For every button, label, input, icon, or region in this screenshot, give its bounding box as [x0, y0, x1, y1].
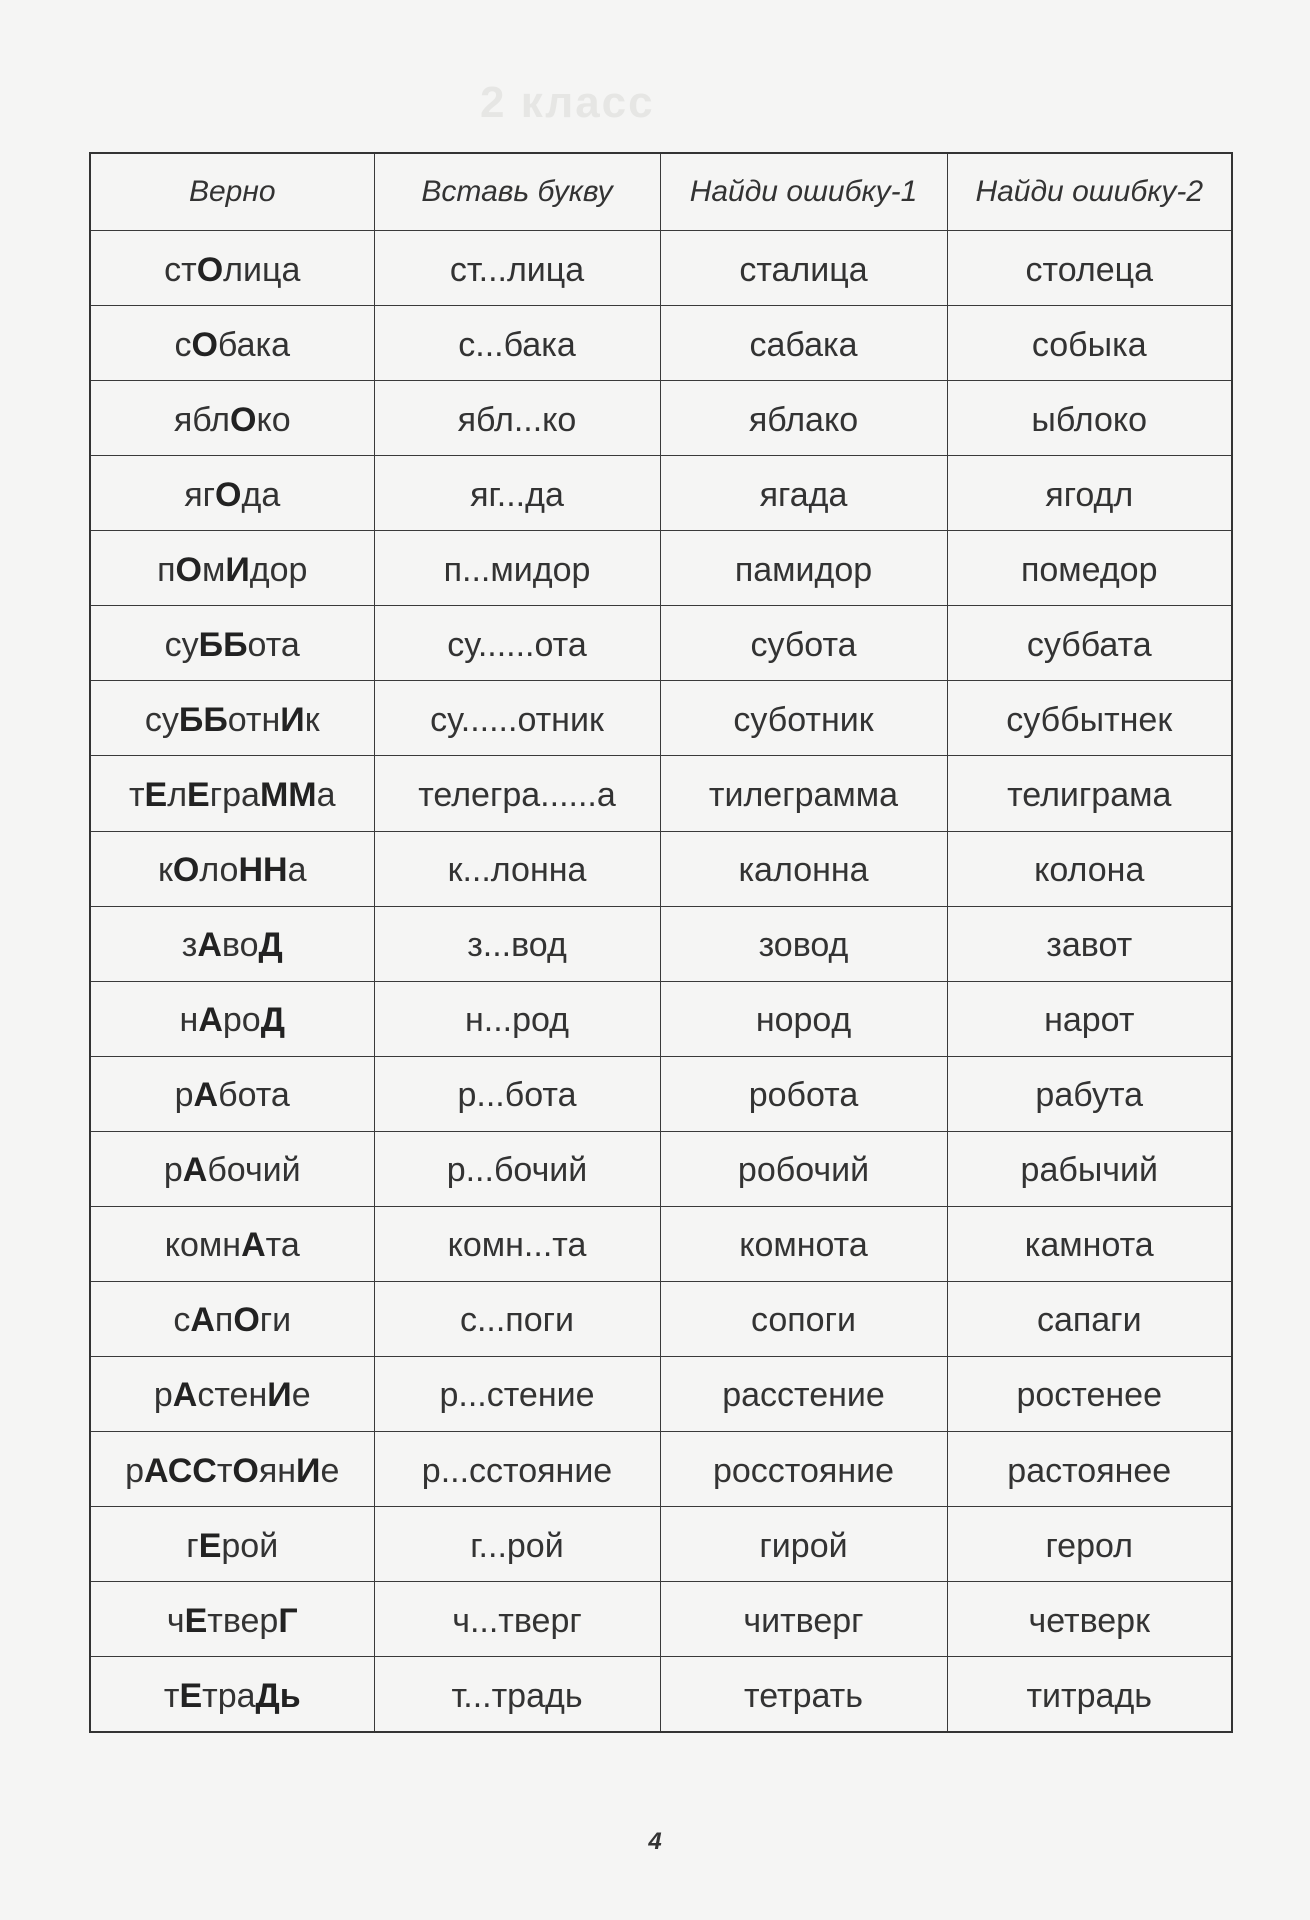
word-fragment: дор [249, 550, 308, 589]
word-fragment: та [265, 1226, 300, 1265]
table-row [90, 1206, 1232, 1281]
cell-find-error-2: титрадь [947, 1657, 1232, 1732]
word-fragment: с [174, 325, 192, 364]
cell-insert-letter: яг...да [374, 456, 660, 531]
cell-find-error-1: робота [660, 1056, 947, 1131]
highlighted-letters: О [172, 851, 200, 890]
cell-insert-letter: г...рой [374, 1507, 660, 1582]
cell-insert-letter: комн...та [374, 1206, 660, 1281]
highlighted-letters: А [193, 1076, 219, 1115]
highlighted-letters: И [225, 550, 250, 589]
cell-find-error-2: четверк [947, 1582, 1232, 1657]
cell-find-error-2: телиграма [947, 756, 1232, 831]
word-fragment: л [167, 775, 188, 814]
cell-insert-letter: п...мидор [374, 531, 660, 606]
word-fragment: ян [258, 1451, 297, 1490]
cell-find-error-2: завот [947, 906, 1232, 981]
highlighted-letters: О [232, 1451, 259, 1490]
table-row [90, 906, 1232, 981]
cell-insert-letter: ч...тверг [374, 1582, 660, 1657]
cell-find-error-2: рабута [947, 1056, 1232, 1131]
cell-find-error-2: собыка [947, 306, 1232, 381]
bleed-through-heading: 2 класс [480, 78, 655, 127]
cell-correct [90, 456, 374, 531]
word-fragment: ота [247, 625, 300, 664]
table-row [90, 1356, 1232, 1431]
word-fragment: р [125, 1451, 144, 1490]
table-row [90, 1131, 1232, 1206]
highlighted-letters: И [296, 1451, 321, 1490]
highlighted-letters: ММ [259, 775, 317, 814]
highlighted-letters: А [172, 1376, 198, 1415]
cell-insert-letter: р...стение [374, 1356, 660, 1431]
word-fragment: су [144, 700, 179, 739]
word-fragment: к [304, 700, 320, 739]
highlighted-letters: Дь [255, 1676, 301, 1715]
highlighted-letters: Е [184, 1601, 208, 1640]
word-fragment: м [201, 550, 226, 589]
word-fragment: е [291, 1376, 311, 1415]
word-fragment: п [157, 550, 176, 589]
word-fragment: ст [164, 250, 197, 289]
header-row [90, 153, 1232, 231]
cell-find-error-1: суботник [660, 681, 947, 756]
cell-correct [90, 306, 374, 381]
word-fragment: ч [166, 1601, 185, 1640]
table-row [90, 756, 1232, 831]
cell-insert-letter: н...род [374, 981, 660, 1056]
cell-correct [90, 1281, 374, 1356]
table-row [90, 456, 1232, 531]
word-fragment: р [163, 1151, 183, 1190]
cell-find-error-1: сталица [660, 231, 947, 306]
cell-insert-letter: ст...лица [374, 231, 660, 306]
header-find-error-2: Найди ошибку-2 [947, 153, 1232, 231]
table-row [90, 531, 1232, 606]
table-row [90, 231, 1232, 306]
highlighted-letters: А [197, 926, 222, 965]
highlighted-letters: Е [179, 1676, 203, 1715]
highlighted-letters: НН [238, 851, 288, 890]
cell-correct [90, 1056, 374, 1131]
word-fragment: з [181, 926, 198, 965]
cell-find-error-1: калонна [660, 831, 947, 906]
cell-find-error-1: норoд [660, 981, 947, 1056]
cell-find-error-2: суббытнек [947, 681, 1232, 756]
word-fragment: су [164, 625, 199, 664]
word-fragment: т [216, 1451, 233, 1490]
cell-correct [90, 1582, 374, 1657]
cell-insert-letter: су......отник [374, 681, 660, 756]
header-correct: Верно [90, 153, 374, 231]
cell-find-error-1: памидор [660, 531, 947, 606]
cell-find-error-1: росстояние [660, 1432, 947, 1507]
word-fragment: т [163, 1676, 180, 1715]
page-number: 4 [648, 1828, 662, 1855]
cell-find-error-1: сабака [660, 306, 947, 381]
highlighted-letters: Е [144, 775, 168, 814]
cell-find-error-1: читверг [660, 1582, 947, 1657]
highlighted-letters: О [230, 400, 257, 439]
cell-find-error-2: ягодл [947, 456, 1232, 531]
spelling-table [89, 152, 1233, 1733]
cell-find-error-2: помедор [947, 531, 1232, 606]
highlighted-letters: Е [187, 775, 210, 814]
table-row [90, 1657, 1232, 1732]
word-fragment: бака [217, 325, 291, 364]
word-fragment: ро [222, 1001, 261, 1040]
highlighted-letters: О [175, 550, 202, 589]
header-find-error-1: Найди ошибку-1 [660, 153, 947, 231]
cell-find-error-2: сапаги [947, 1281, 1232, 1356]
highlighted-letters: Д [258, 926, 283, 965]
table-row [90, 1432, 1232, 1507]
cell-find-error-1: тетрать [660, 1657, 947, 1732]
table-row [90, 306, 1232, 381]
cell-correct [90, 756, 374, 831]
cell-correct [90, 1206, 374, 1281]
cell-find-error-2: колона [947, 831, 1232, 906]
cell-correct [90, 606, 374, 681]
word-fragment: т [128, 775, 145, 814]
cell-insert-letter: ябл...ко [374, 381, 660, 456]
cell-find-error-1: ягада [660, 456, 947, 531]
cell-find-error-1: расстение [660, 1356, 947, 1431]
word-fragment: отн [227, 700, 281, 739]
table-row [90, 1582, 1232, 1657]
cell-correct [90, 981, 374, 1056]
highlighted-letters: О [196, 250, 224, 289]
table-row [90, 681, 1232, 756]
cell-find-error-1: тилеграмма [660, 756, 947, 831]
cell-find-error-2: герол [947, 1507, 1232, 1582]
table-row [90, 1507, 1232, 1582]
table-row [90, 606, 1232, 681]
word-fragment: р [153, 1376, 173, 1415]
cell-correct [90, 1657, 374, 1732]
cell-insert-letter: су......ота [374, 606, 660, 681]
cell-find-error-2: рабычий [947, 1131, 1232, 1206]
cell-insert-letter: к...лонна [374, 831, 660, 906]
word-fragment: комн [164, 1226, 242, 1265]
table-row [90, 1281, 1232, 1356]
cell-find-error-1: сопоги [660, 1281, 947, 1356]
cell-insert-letter: з...вод [374, 906, 660, 981]
cell-find-error-2: ростенее [947, 1356, 1232, 1431]
word-fragment: твер [207, 1601, 279, 1640]
highlighted-letters: И [267, 1376, 292, 1415]
highlighted-letters: А [182, 1151, 208, 1190]
word-fragment: н [179, 1001, 199, 1040]
highlighted-letters: Е [198, 1526, 222, 1565]
table-row [90, 381, 1232, 456]
cell-correct [90, 381, 374, 456]
word-fragment: п [214, 1301, 234, 1340]
cell-find-error-1: комнота [660, 1206, 947, 1281]
cell-insert-letter: р...сстояние [374, 1432, 660, 1507]
cell-find-error-2: суббата [947, 606, 1232, 681]
highlighted-letters: И [280, 700, 305, 739]
word-fragment: стен [197, 1376, 268, 1415]
highlighted-letters: О [191, 325, 218, 364]
highlighted-letters: ББ [198, 625, 248, 664]
table-body [90, 231, 1232, 1733]
cell-find-error-2: столеца [947, 231, 1232, 306]
word-fragment: лица [223, 250, 301, 289]
cell-find-error-1: зовод [660, 906, 947, 981]
word-fragment: бота [218, 1076, 290, 1115]
cell-find-error-2: растоянее [947, 1432, 1232, 1507]
highlighted-letters: А [241, 1226, 266, 1265]
word-fragment: во [221, 926, 259, 965]
cell-insert-letter: р...бочий [374, 1131, 660, 1206]
cell-find-error-1: гирой [660, 1507, 947, 1582]
cell-correct [90, 531, 374, 606]
word-fragment: ябл [173, 400, 231, 439]
word-fragment: с [173, 1301, 191, 1340]
cell-insert-letter: с...бака [374, 306, 660, 381]
highlighted-letters: О [233, 1301, 260, 1340]
word-fragment: да [241, 475, 281, 514]
table-row [90, 831, 1232, 906]
word-fragment: ко [256, 400, 291, 439]
cell-correct [90, 906, 374, 981]
highlighted-letters: А [198, 1001, 223, 1040]
word-fragment: р [174, 1076, 194, 1115]
cell-correct [90, 231, 374, 306]
highlighted-letters: А [190, 1301, 215, 1340]
cell-correct [90, 1507, 374, 1582]
word-fragment: тра [202, 1676, 256, 1715]
word-fragment: г [186, 1526, 199, 1565]
word-fragment: ги [259, 1301, 292, 1340]
cell-correct [90, 1131, 374, 1206]
table-row [90, 1056, 1232, 1131]
cell-find-error-1: субота [660, 606, 947, 681]
word-fragment: ло [199, 851, 239, 890]
highlighted-letters: АСС [144, 1451, 217, 1490]
cell-correct [90, 681, 374, 756]
word-fragment: бочий [207, 1151, 301, 1190]
table-row [90, 981, 1232, 1056]
word-fragment: а [287, 851, 307, 890]
word-fragment: к [158, 851, 173, 890]
cell-find-error-1: робочий [660, 1131, 947, 1206]
word-fragment: рой [221, 1526, 279, 1565]
highlighted-letters: ББ [178, 700, 228, 739]
header-insert-letter: Вставь букву [374, 153, 660, 231]
highlighted-letters: Д [260, 1001, 285, 1040]
cell-find-error-2: ыблоко [947, 381, 1232, 456]
cell-find-error-1: яблако [660, 381, 947, 456]
word-fragment: е [320, 1451, 340, 1490]
highlighted-letters: О [215, 475, 242, 514]
highlighted-letters: Г [278, 1601, 298, 1640]
cell-insert-letter: р...бота [374, 1056, 660, 1131]
cell-find-error-2: нарот [947, 981, 1232, 1056]
table-header [90, 153, 1232, 231]
cell-correct [90, 831, 374, 906]
word-fragment: яг [184, 475, 216, 514]
cell-insert-letter: с...поги [374, 1281, 660, 1356]
cell-correct [90, 1356, 374, 1431]
word-fragment: гра [209, 775, 260, 814]
cell-insert-letter: т...традь [374, 1657, 660, 1732]
cell-correct [90, 1432, 374, 1507]
cell-find-error-2: камнота [947, 1206, 1232, 1281]
word-fragment: а [316, 775, 336, 814]
cell-insert-letter: телегра......а [374, 756, 660, 831]
